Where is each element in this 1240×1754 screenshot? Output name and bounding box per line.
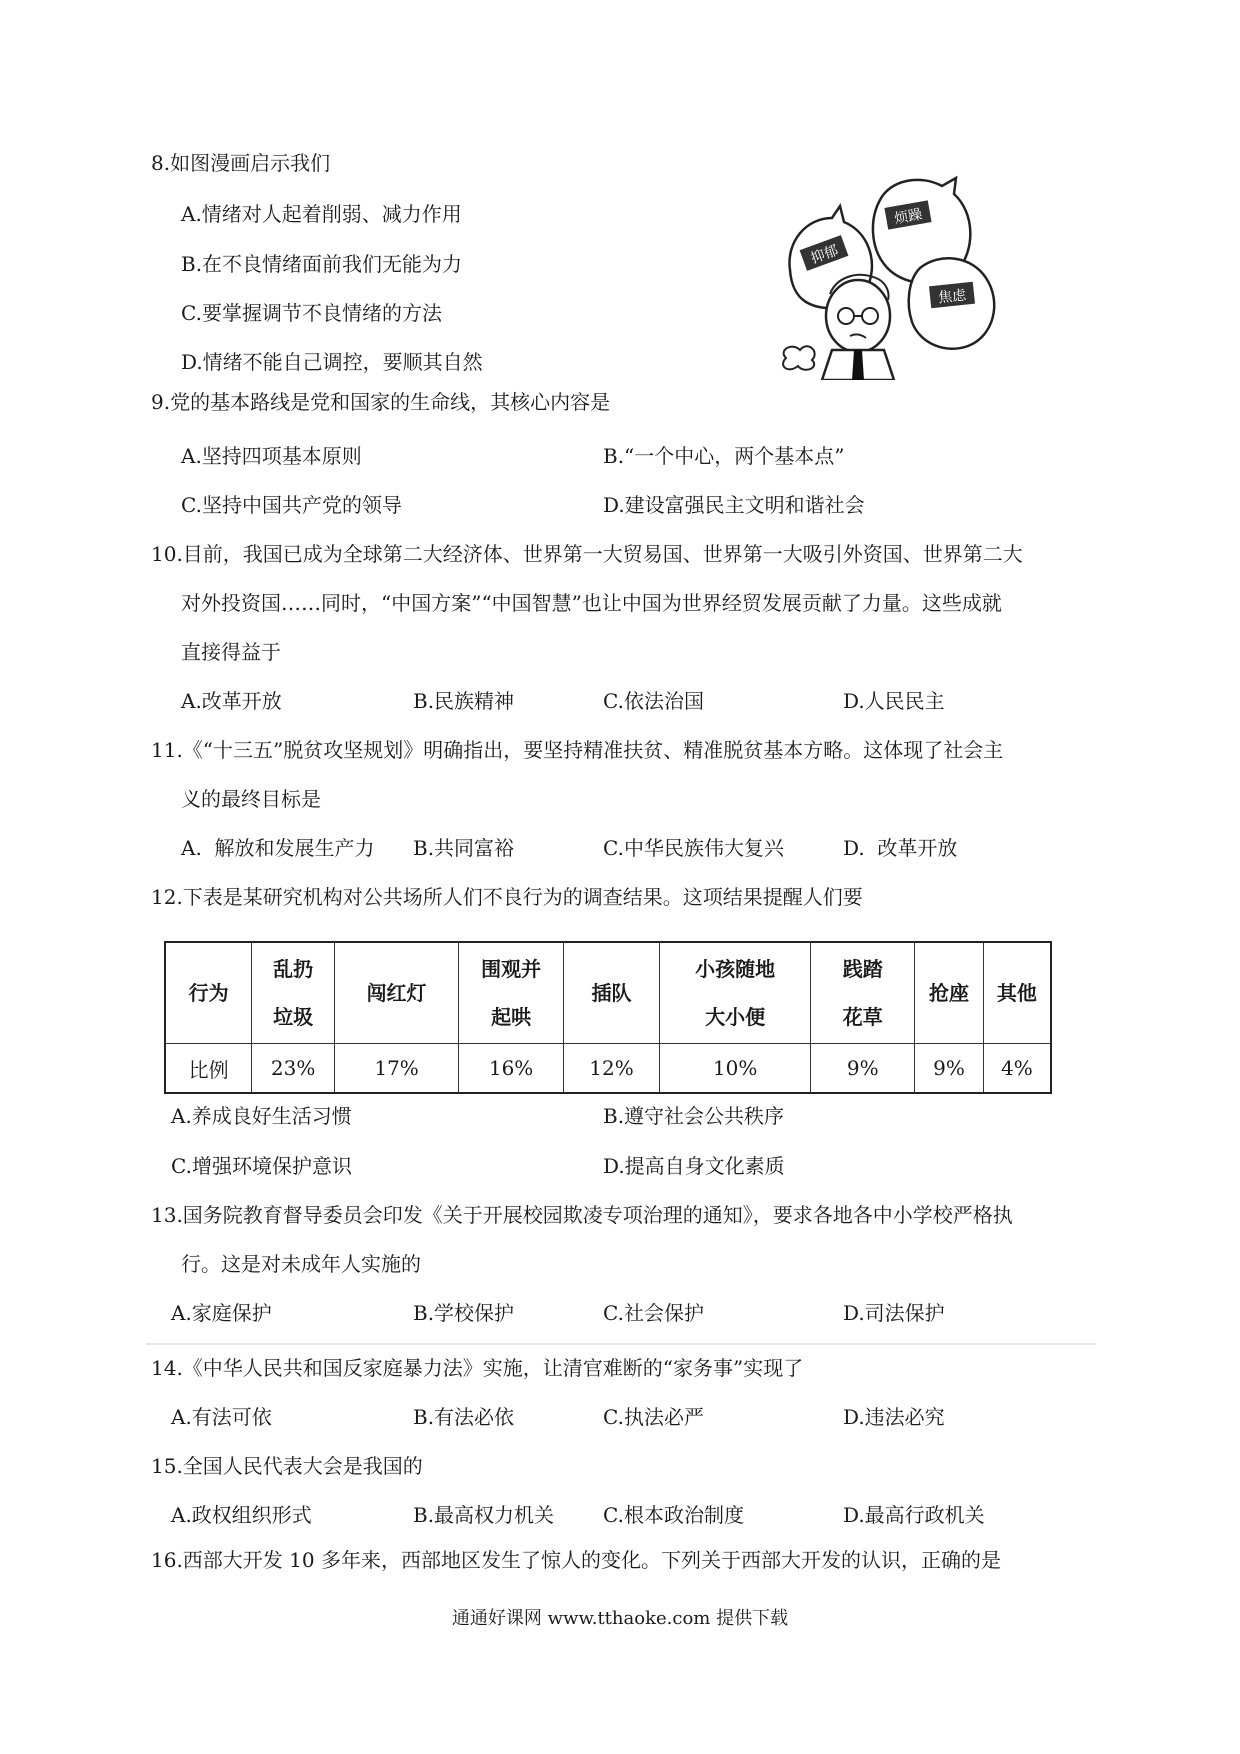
- question-11-stem-line2: 义的最终目标是: [181, 787, 321, 811]
- q13-option-d: D.司法保护: [843, 1301, 945, 1325]
- q12-option-c: C.增强环境保护意识: [171, 1154, 352, 1178]
- q9-option-b: B.“一个中心，两个基本点”: [603, 444, 845, 468]
- q10-option-a: A.改革开放: [181, 689, 282, 713]
- page-footer: 通通好课网 www.tthaoke.com 提供下载: [451, 1608, 789, 1629]
- q14-option-d: D.违法必究: [843, 1405, 945, 1429]
- q9-option-d: D.建设富强民主文明和谐社会: [603, 493, 865, 517]
- table-header-cell: 其他: [983, 942, 1051, 1044]
- question-15-stem: 15.全国人民代表大会是我国的: [151, 1454, 423, 1478]
- q11-option-a: A. 解放和发展生产力: [181, 836, 375, 860]
- question-9-stem: 9.党的基本路线是党和国家的生命线，其核心内容是: [151, 390, 611, 414]
- q14-option-b: B.有法必依: [413, 1405, 515, 1429]
- question-11-stem-line1: 11.《“十三五”脱贫攻坚规划》明确指出，要坚持精准扶贫、精准脱贫基本方略。这体现了社会主: [151, 738, 1004, 762]
- q11-option-d: D. 改革开放: [843, 836, 958, 860]
- q13-option-a: A.家庭保护: [171, 1301, 272, 1325]
- table-row-header: 行为: [165, 942, 252, 1044]
- table-header-cell: 抢座: [915, 942, 984, 1044]
- table-header-cell: 乱扔 垃圾: [252, 942, 335, 1044]
- question-16-stem: 16.西部大开发 10 多年来，西部地区发生了惊人的变化。下列关于西部大开发的认识，正确的是: [151, 1548, 1001, 1572]
- divider-line: [146, 1343, 1096, 1345]
- question-10-stem-line2: 对外投资国……同时，“中国方案”“中国智慧”也让中国为世界经贸发展贡献了力量。这些成就: [181, 591, 1002, 615]
- question-13-stem-line1: 13.国务院教育督导委员会印发《关于开展校园欺凌专项治理的通知》，要求各地各中小学校严格执: [151, 1203, 1013, 1227]
- table-cell: 12%: [564, 1044, 660, 1094]
- q8-option-a: A.情绪对人起着削弱、减力作用: [181, 202, 462, 226]
- survey-table: [164, 941, 1052, 1094]
- question-12-stem: 12.下表是某研究机构对公共场所人们不良行为的调查结果。这项结果提醒人们要: [151, 885, 863, 909]
- table-header-cell: 围观并 起哄: [459, 942, 564, 1044]
- question-13-stem-line2: 行。这是对未成年人实施的: [181, 1252, 421, 1276]
- q8-option-c: C.要掌握调节不良情绪的方法: [181, 301, 442, 325]
- table-header-cell: 小孩随地 大小便: [659, 942, 810, 1044]
- table-cell: 17%: [335, 1044, 459, 1094]
- q10-option-d: D.人民民主: [843, 689, 945, 713]
- table-cell: 4%: [983, 1044, 1051, 1094]
- q12-option-b: B.遵守社会公共秩序: [603, 1104, 785, 1128]
- tie: [852, 350, 864, 380]
- q11-option-c: C.中华民族伟大复兴: [603, 836, 784, 860]
- table-cell: 16%: [459, 1044, 564, 1094]
- q15-option-a: A.政权组织形式: [171, 1503, 312, 1527]
- table-header-cell: 插队: [564, 942, 660, 1044]
- q12-option-a: A.养成良好生活习惯: [171, 1104, 352, 1128]
- q13-option-c: C.社会保护: [603, 1301, 704, 1325]
- q14-option-a: A.有法可依: [171, 1405, 272, 1429]
- cartoon-illustration: [770, 160, 1020, 380]
- q10-option-b: B.民族精神: [413, 689, 515, 713]
- table-header-cell: 践踏 花草: [811, 942, 915, 1044]
- table-cell: 23%: [252, 1044, 335, 1094]
- q15-option-b: B.最高权力机关: [413, 1503, 555, 1527]
- q13-option-b: B.学校保护: [413, 1301, 515, 1325]
- q14-option-c: C.执法必严: [603, 1405, 704, 1429]
- q12-option-d: D.提高自身文化素质: [603, 1154, 785, 1178]
- q10-option-c: C.依法治国: [603, 689, 704, 713]
- question-10-stem-line1: 10.目前，我国已成为全球第二大经济体、世界第一大贸易国、世界第一大吸引外资国、世界第二大: [151, 542, 1023, 566]
- table-cell: 9%: [811, 1044, 915, 1094]
- cartoon-label-3: 焦虑: [937, 287, 967, 307]
- question-10-stem-line3: 直接得益于: [181, 640, 281, 664]
- q9-option-a: A.坚持四项基本原则: [181, 444, 362, 468]
- q11-option-b: B.共同富裕: [413, 836, 515, 860]
- table-cell: 10%: [659, 1044, 810, 1094]
- table-header-cell: 闯红灯: [335, 942, 459, 1044]
- q8-option-b: B.在不良情绪面前我们无能为力: [181, 252, 463, 276]
- q8-option-d: D.情绪不能自己调控，要顺其自然: [181, 350, 483, 374]
- smoke-puff: [783, 346, 815, 370]
- table-value-row: [165, 1044, 1051, 1094]
- question-14-stem: 14.《中华人民共和国反家庭暴力法》实施，让清官难断的“家务事”实现了: [151, 1356, 804, 1380]
- table-header-row: [165, 942, 1051, 1044]
- q15-option-d: D.最高行政机关: [843, 1503, 985, 1527]
- q15-option-c: C.根本政治制度: [603, 1503, 744, 1527]
- cartoon-label-1: 抑郁: [808, 242, 841, 268]
- q9-option-c: C.坚持中国共产党的领导: [181, 493, 402, 517]
- table-cell: 9%: [915, 1044, 984, 1094]
- cartoon-label-2: 烦躁: [893, 206, 924, 228]
- question-8-stem: 8.如图漫画启示我们: [151, 151, 331, 175]
- table-row-header: 比例: [165, 1044, 252, 1094]
